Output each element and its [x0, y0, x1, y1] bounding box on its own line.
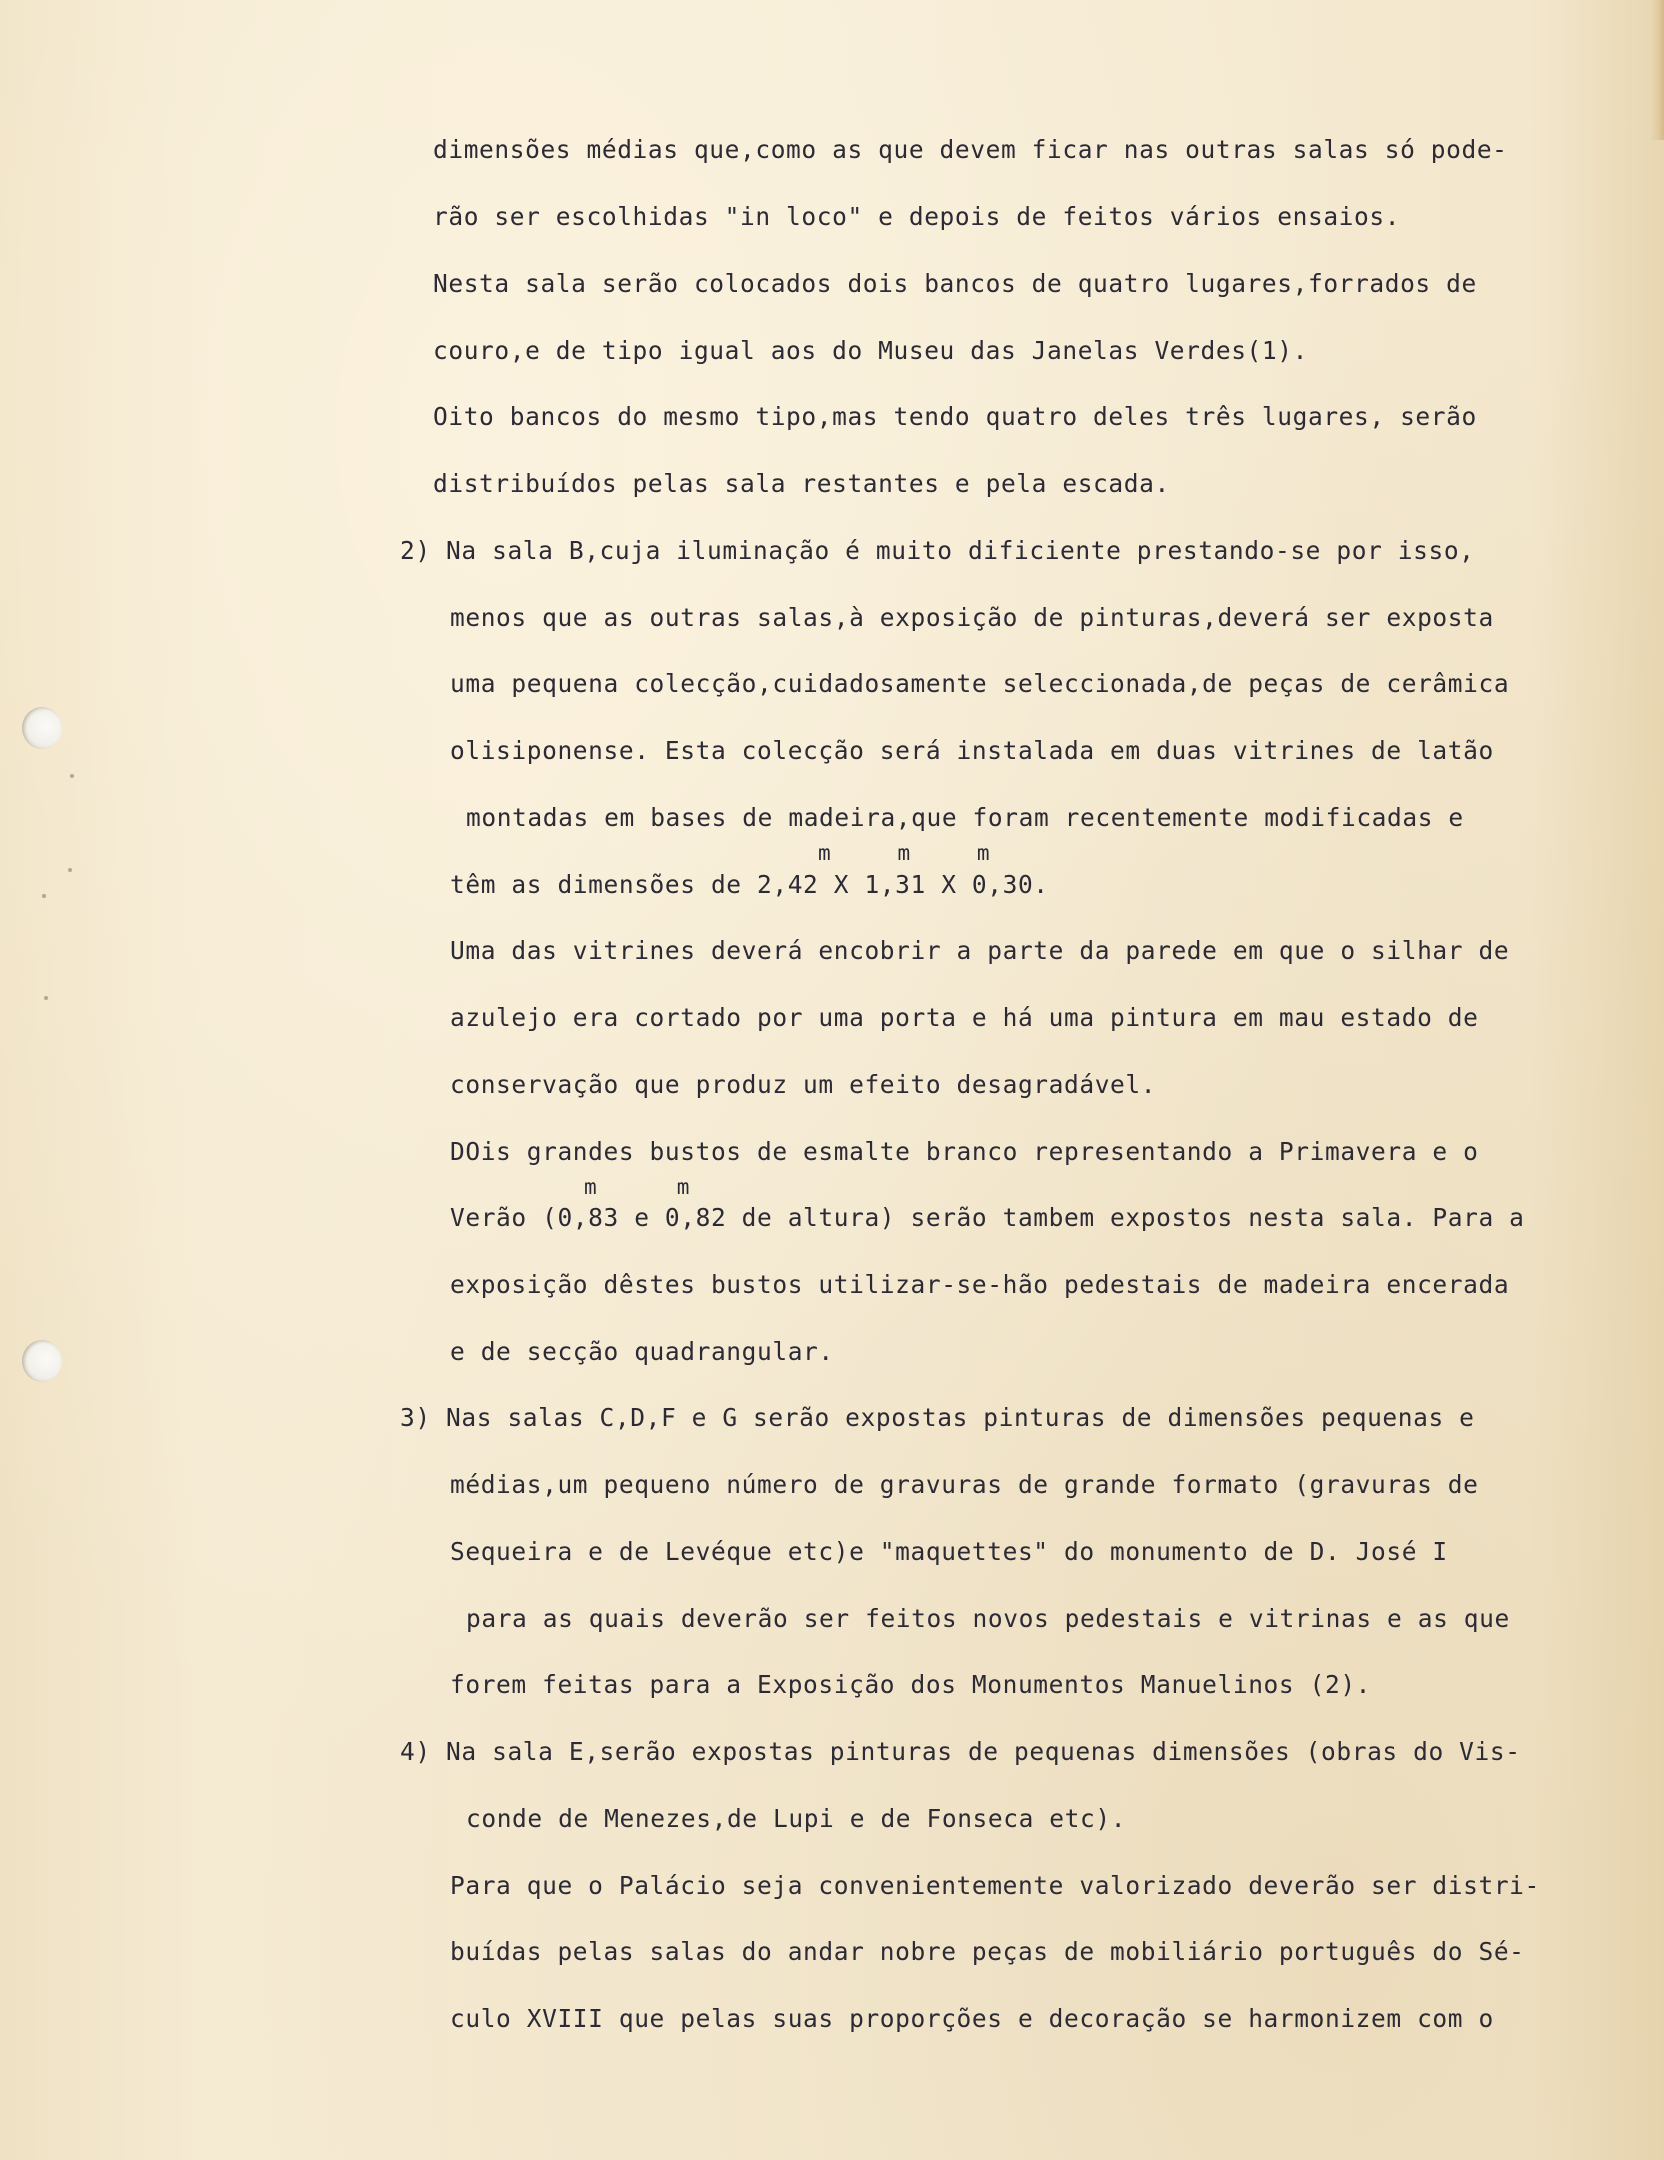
- text-line: DOis grandes bustos de esmalte branco representando a Primavera e o: [450, 1137, 1479, 1166]
- paper-speck: [70, 774, 74, 778]
- text-line: rão ser escolhidas "in loco" e depois de feitos vários ensaios.: [433, 202, 1401, 231]
- text-line: Para que o Palácio seja convenientemente valorizado deverão ser distri-: [450, 1871, 1540, 1900]
- text-line: Nesta sala serão colocados dois bancos de quatro lugares,forrados de: [433, 269, 1477, 298]
- unit-superscript-line: m m: [584, 1175, 690, 1199]
- text-line: conservação que produz um efeito desagradável.: [450, 1070, 1157, 1099]
- punch-hole: [22, 707, 62, 749]
- text-line: para as quais deverão ser feitos novos pedestais e vitrinas e as que: [466, 1604, 1510, 1633]
- text-line: conde de Menezes,de Lupi e de Fonseca etc).: [466, 1804, 1127, 1833]
- punch-hole: [22, 1340, 62, 1382]
- text-line: olisiponense. Esta colecção será instalada em duas vitrines de latão: [450, 736, 1494, 765]
- unit-superscript-line: m m m: [818, 841, 991, 865]
- text-line: menos que as outras salas,à exposição de pinturas,deverá ser exposta: [450, 603, 1494, 632]
- page-edge-shadow: [1650, 0, 1664, 140]
- paper-speck: [42, 894, 46, 898]
- text-line: buídas pelas salas do andar nobre peças de mobiliário português do Sé-: [450, 1937, 1525, 1966]
- text-line: Uma das vitrines deverá encobrir a parte da parede em que o silhar de: [450, 936, 1510, 965]
- text-line: distribuídos pelas sala restantes e pela escada.: [433, 469, 1170, 498]
- text-line: médias,um pequeno número de gravuras de grande formato (gravuras de: [450, 1470, 1479, 1499]
- text-line: e de secção quadrangular.: [450, 1337, 834, 1366]
- text-line: 3) Nas salas C,D,F e G serão expostas pinturas de dimensões pequenas e: [400, 1403, 1475, 1432]
- text-line: exposição dêstes bustos utilizar-se-hão pedestais de madeira encerada: [450, 1270, 1510, 1299]
- text-line: Oito bancos do mesmo tipo,mas tendo quatro deles três lugares, serão: [433, 402, 1477, 431]
- text-line: têm as dimensões de 2,42 X 1,31 X 0,30.: [450, 870, 1049, 899]
- text-line: montadas em bases de madeira,que foram recentemente modificadas e: [466, 803, 1464, 832]
- text-line: couro,e de tipo igual aos do Museu das Janelas Verdes(1).: [433, 336, 1308, 365]
- paper-speck: [68, 868, 72, 872]
- text-line: culo XVIII que pelas suas proporções e decoração se harmonizem com o: [450, 2004, 1494, 2033]
- text-line: 4) Na sala E,serão expostas pinturas de pequenas dimensões (obras do Vis-: [400, 1737, 1521, 1766]
- text-line: azulejo era cortado por uma porta e há uma pintura em mau estado de: [450, 1003, 1479, 1032]
- text-line: forem feitas para a Exposição dos Monumentos Manuelinos (2).: [450, 1670, 1372, 1699]
- paper-speck: [44, 996, 48, 1000]
- text-line: dimensões médias que,como as que devem ficar nas outras salas só pode-: [433, 135, 1508, 164]
- text-line: Sequeira e de Levéque etc)e "maquettes" do monumento de D. José I: [450, 1537, 1448, 1566]
- text-line: 2) Na sala B,cuja iluminação é muito dificiente prestando-se por isso,: [400, 536, 1475, 565]
- text-line: uma pequena colecção,cuidadosamente seleccionada,de peças de cerâmica: [450, 669, 1510, 698]
- text-line: Verão (0,83 e 0,82 de altura) serão tambem expostos nesta sala. Para a: [450, 1203, 1525, 1232]
